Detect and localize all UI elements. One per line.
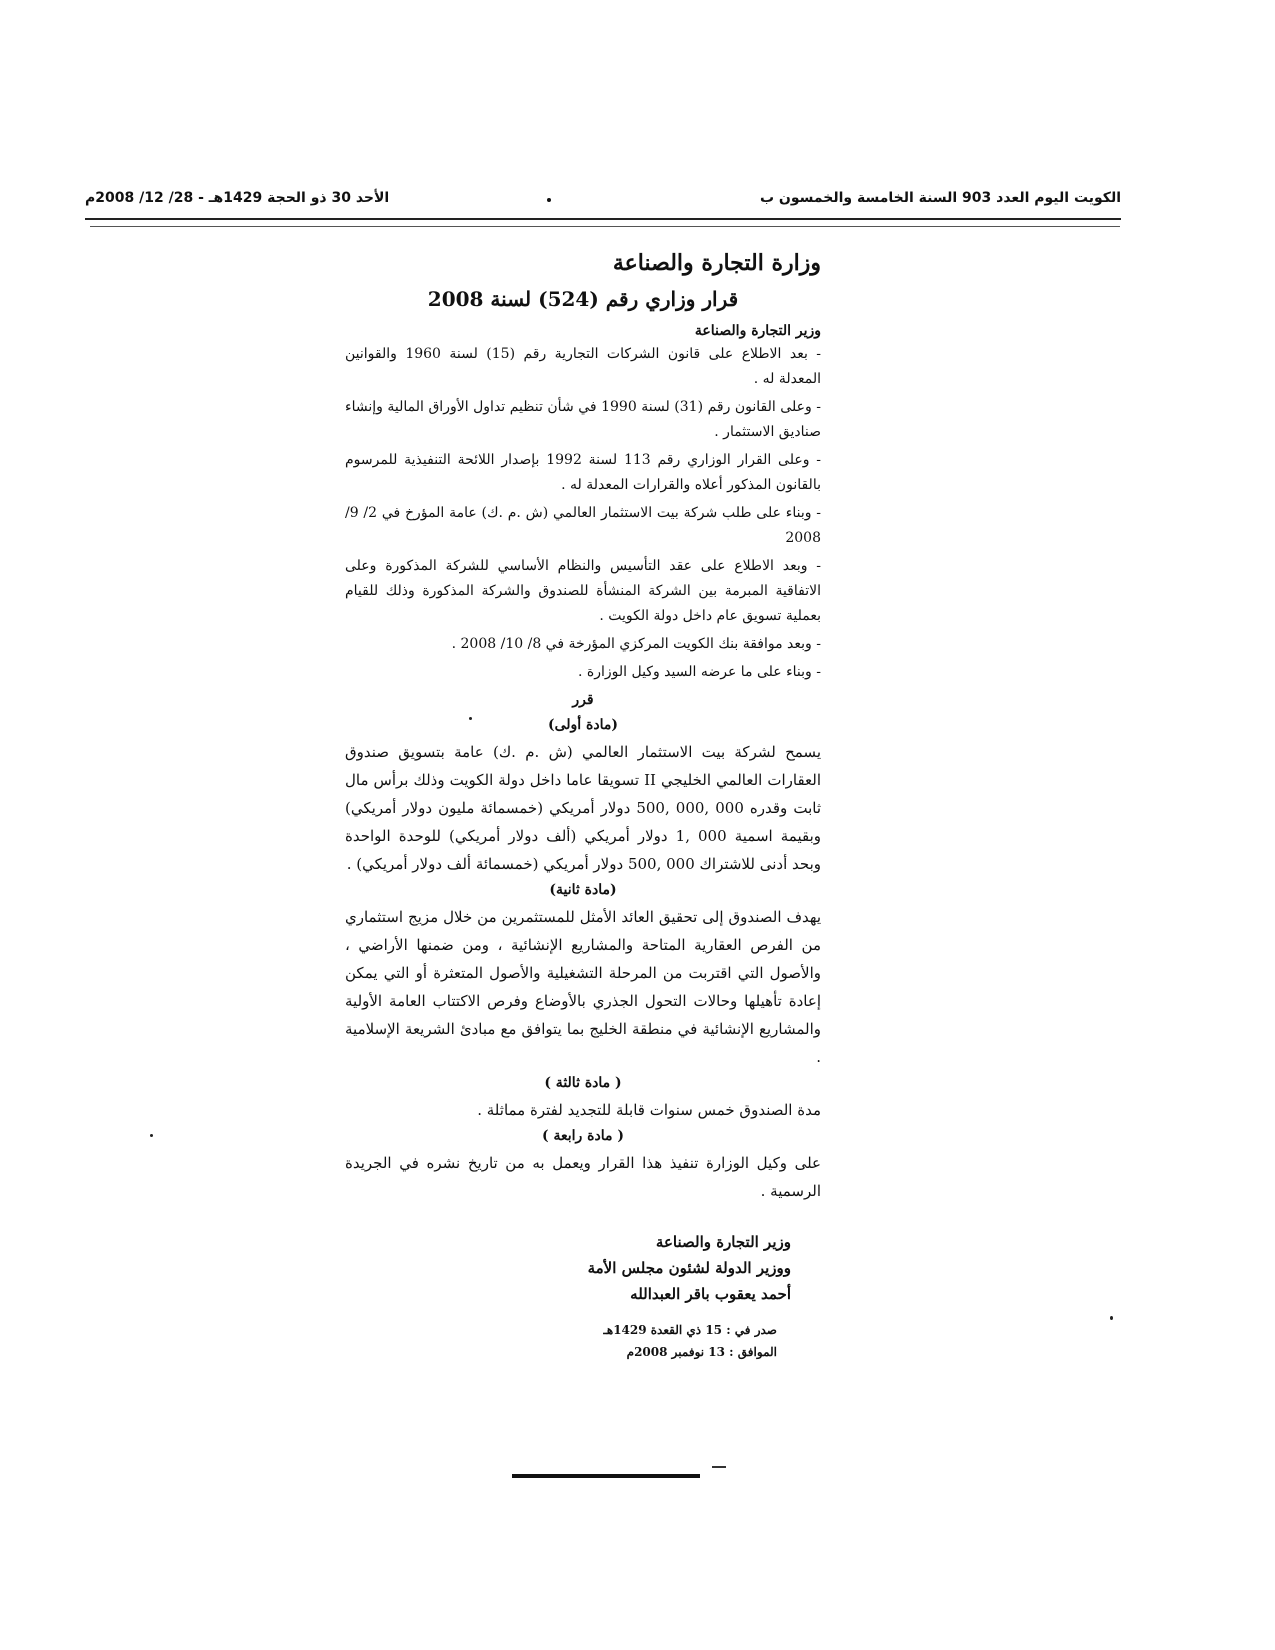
signature-line: أحمد يعقوب باقر العبدالله (630, 1285, 791, 1303)
article-text: على وكيل الوزارة تنفيذ هذا القرار ويعمل به من تاريخ نشره في الجريدة الرسمية . (345, 1154, 821, 1200)
article-text: مدة الصندوق خمس سنوات قابلة للتجديد لفترة مماثلة . (477, 1101, 821, 1119)
preamble (345, 342, 821, 685)
signature-line: ووزير الدولة لشئون مجلس الأمة (587, 1259, 791, 1277)
page-header (85, 188, 1121, 212)
footer-rule (512, 1474, 700, 1478)
gazette-issue-info: الكويت اليوم العدد 903 السنة الخامسة والخمسون ب (759, 190, 1121, 206)
issued-hijri-date: صدر في : 15 ذي القعدة 1429هـ (603, 1323, 777, 1337)
preamble-item: - وبناء على ما عرضه السيد وكيل الوزارة . (577, 664, 821, 680)
article-label: ( مادة رابعة ) (541, 1128, 624, 1144)
footer-dash (712, 1466, 726, 1468)
header-rule-thin (90, 226, 1120, 227)
issuer-line: وزير التجارة والصناعة (694, 323, 821, 339)
gazette-date: الأحد 30 ذو الحجة 1429هـ - 28/ 12/ 2008م (85, 190, 390, 206)
scan-speck (469, 717, 472, 720)
issued-gregorian-date: الموافق : 13 نوفمبر 2008م (626, 1345, 777, 1359)
article-text: يسمح لشركة بيت الاستثمار العالمي (ش .م .ك) عامة بتسويق صندوق العقارات العالمي الخليجي II تسويقا عاما داخل دولة الكويت وذلك برأس مال ثابت وقدره 000 ,000 ,500 دولار أمريكي (خمسمائة مليون دولار أمريكي) وبقيمة اسمية 000 ,1 دولار أمريكي (ألف دولار أمريكي) للوحدة الواحدة وبحد أدنى للاشتراك 000 ,500 دولار أمريكي (خمسمائة ألف دولار أمريكي) . (345, 743, 822, 873)
issue-date-block (345, 1319, 777, 1363)
ministry-heading: وزارة التجارة والصناعة (612, 250, 821, 276)
preamble-item: - وبعد موافقة بنك الكويت المركزي المؤرخة في 8/ 10/ 2008 . (451, 636, 821, 652)
decides-label: قرر (572, 692, 594, 708)
preamble-item: - وبعد الاطلاع على عقد التأسيس والنظام الأساسي للشركة المذكورة وعلى الاتفاقية المبرمة بين الشركة المنشأة للصندوق والشركة المذكورة وذلك للقيام بعملية تسويق عام داخل دولة الكويت . (345, 558, 821, 624)
decision-title: قرار وزاري رقم (524) لسنة 2008 (427, 287, 739, 311)
signature-block (345, 1229, 791, 1307)
header-dot (547, 198, 551, 202)
article-label: (مادة أولى) (547, 717, 619, 733)
signature-line: وزير التجارة والصناعة (655, 1233, 791, 1251)
preamble-item: - بعد الاطلاع على قانون الشركات التجارية رقم (15) لسنة 1960 والقوانين المعدلة له . (345, 346, 821, 387)
preamble-item: - وعلى القانون رقم (31) لسنة 1990 في شأن تنظيم تداول الأوراق المالية وإنشاء صناديق الاستثمار . (345, 399, 821, 440)
article-label: (مادة ثانية) (549, 882, 617, 898)
preamble-item: - وعلى القرار الوزاري رقم 113 لسنة 1992 بإصدار اللائحة التنفيذية للمرسوم بالقانون المذكور أعلاه والقرارات المعدلة له . (345, 452, 821, 493)
article-label: ( مادة ثالثة ) (544, 1075, 622, 1091)
header-rule (85, 218, 1121, 220)
decision-document (345, 248, 821, 1363)
scan-speck (150, 1134, 153, 1137)
article-text: يهدف الصندوق إلى تحقيق العائد الأمثل للمستثمرين من خلال مزيج استثماري من الفرص العقارية المتاحة والمشاريع الإنشائية ، ومن ضمنها الأراضي ، والأصول التي اقتربت من المرحلة التشغيلية والأصول المتعثرة أو التي يمكن إعادة تأهيلها وحالات التحول الجذري بالأوضاع وفرص الاكتتاب العامة الأولية والمشاريع الإنشائية في منطقة الخليج بما يتوافق مع مبادئ الشريعة الإسلامية . (345, 908, 821, 1066)
scan-speck (1110, 1316, 1113, 1320)
preamble-item: - وبناء على طلب شركة بيت الاستثمار العالمي (ش .م .ك) عامة المؤرخ في 2/ 9/ 2008 (345, 505, 822, 546)
